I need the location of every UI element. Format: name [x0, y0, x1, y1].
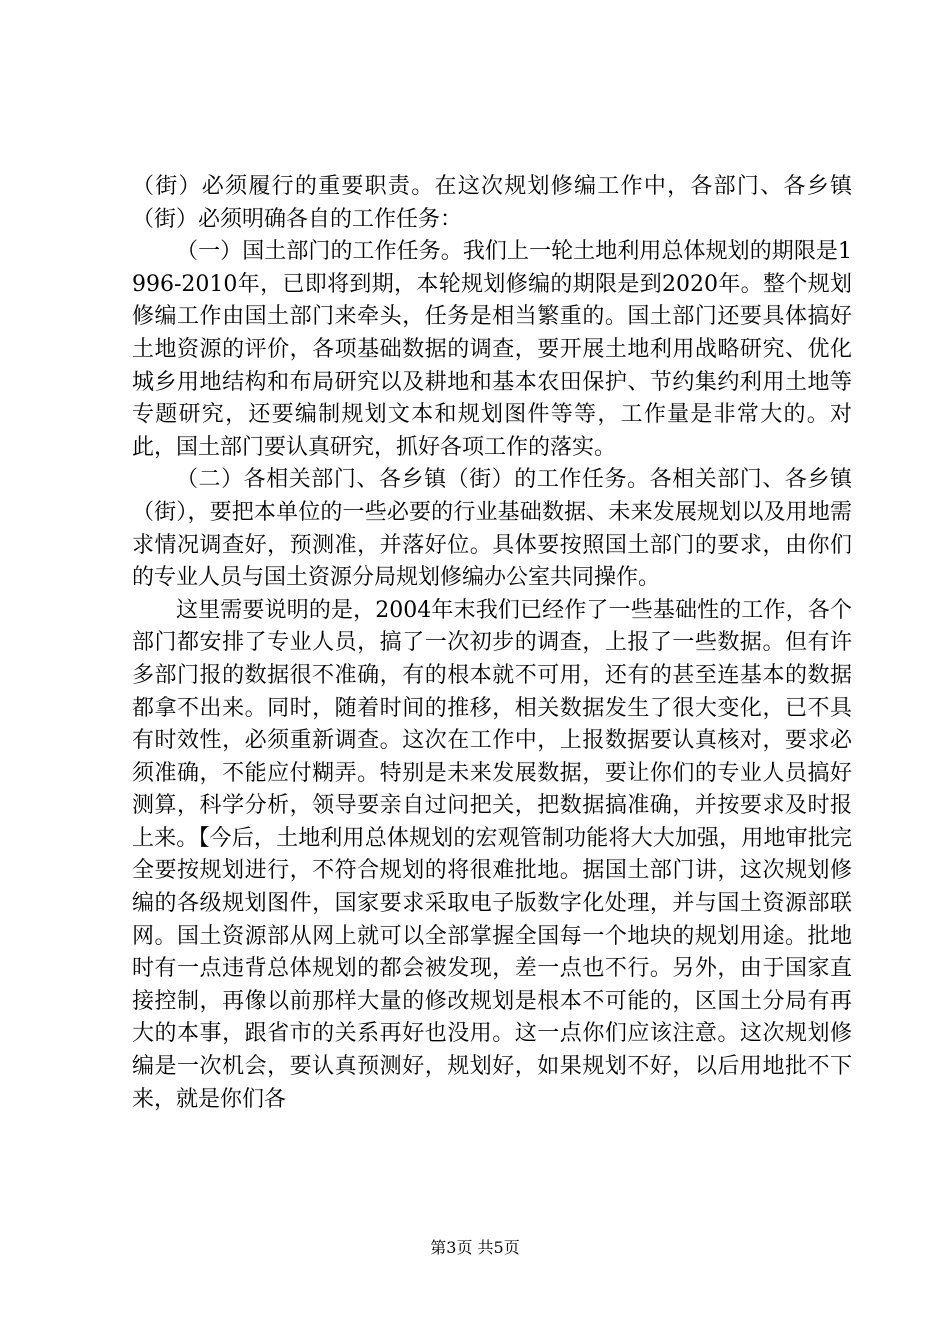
paragraph-continuation: （街）必须履行的重要职责。在这次规划修编工作中，各部门、各乡镇（街）必须明确各自的工作任务：	[132, 174, 852, 232]
document-body	[132, 171, 852, 1116]
paragraph-related-departments-tasks: （二）各相关部门、各乡镇（街）的工作任务。各相关部门、各乡镇（街），要把本单位的一些必要的行业基础数据、未来发展规划以及用地需求情况调查好，预测准，并落好位。具体要按照国土部门的要求，由你们的专业人员与国土资源分局规划修编办公室共同操作。	[132, 467, 852, 591]
paragraph-explanation: 这里需要说明的是，2004年末我们已经作了一些基础性的工作，各个部门都安排了专业人员，搞了一次初步的调查，上报了一些数据。但有许多部门报的数据很不准确，有的根本就不可用，还有的甚至连基本的数据都拿不出来。同时，随着时间的推移，相关数据发生了很大变化，已不具有时效性，必须重新调查。这次在工作中，上报数据要认真核对，要求必须准确，不能应付糊弄。特别是未来发展数据，要让你们的专业人员搞好测算，科学分析，领导要亲自过问把关，把数据搞准确，并按要求及时报上来。【今后，土地利用总体规划的宏观管制功能将大大加强，用地审批完全要按规划进行，不符合规划的将很难批地。据国土部门讲，这次规划修编的各级规划图件，国家要求采取电子版数字化处理，并与国土资源部联网。国土资源部从网上就可以全部掌握全国每一个地块的规划用途。批地时有一点违背总体规划的都会被发现，差一点也不行。另外，由于国家直接控制，再像以前那样大量的修改规划是根本不可能的，区国土分局有再大的本事，跟省市的关系再好也没用。这一点你们应该注意。这次规划修编是一次机会，要认真预测好，规划好，如果规划不好，以后用地批不下来，就是你们各	[132, 597, 852, 1112]
page-footer: 第3页 共5页	[430, 1238, 520, 1257]
paragraph-land-department-tasks: （一）国土部门的工作任务。我们上一轮土地利用总体规划的期限是1996-2010年，已即将到期，本轮规划修编的期限是到2020年。整个规划修编工作由国土部门来牵头，任务是相当繁重的。国土部门还要具体搞好土地资源的评价，各项基础数据的调查，要开展土地利用战略研究、优化城乡用地结构和布局研究以及耕地和基本农田保护、节约集约利用土地等专题研究，还要编制规划文本和规划图件等等，工作量是非常大的。对此，国土部门要认真研究，抓好各项工作的落实。	[132, 239, 852, 460]
